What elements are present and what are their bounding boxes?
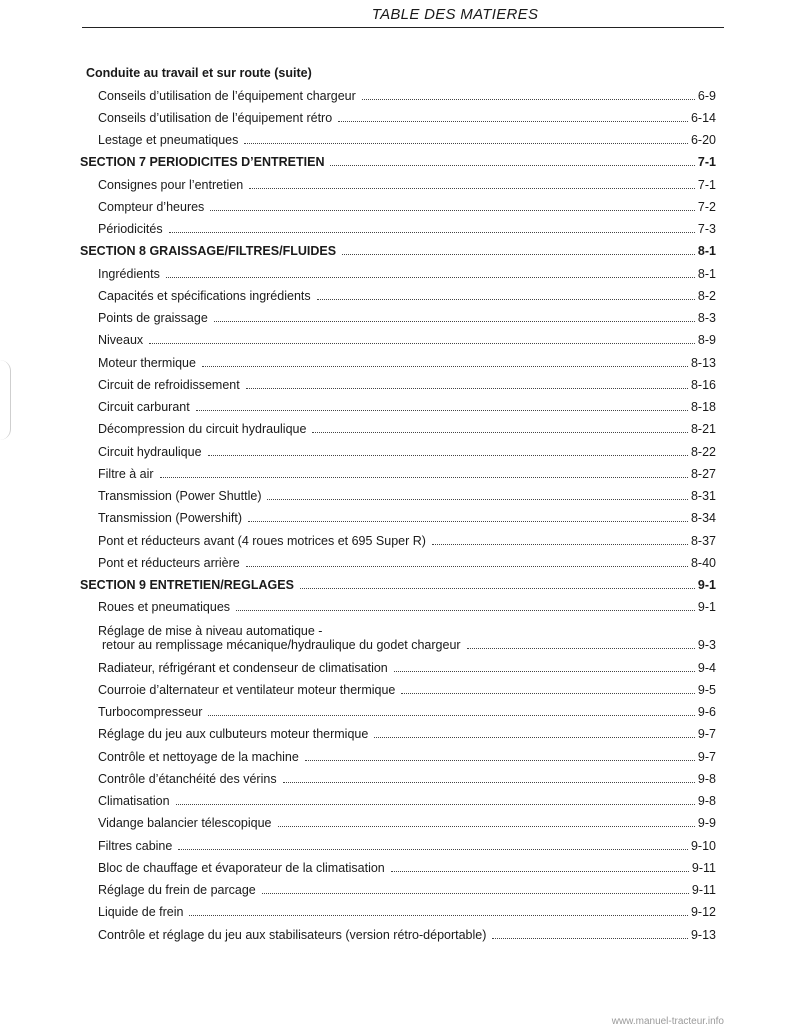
toc-page-number: 8-2 [697, 288, 716, 303]
toc-item-row [80, 169, 716, 191]
toc-entry-label [98, 683, 395, 697]
toc-entry-label-text: Turbocompresseur [98, 705, 203, 719]
toc-entry-label-text: Circuit carburant [98, 400, 190, 414]
toc-entry-label-text: Contrôle et réglage du jeu aux stabilisateurs (version rétro-déportable) [98, 927, 487, 942]
toc-item-row [80, 875, 716, 897]
toc-entry-label-text: Points de graissage [98, 311, 208, 325]
toc-item-row [80, 303, 716, 325]
toc-entry-label-text: Transmission (Power Shuttle) [98, 489, 262, 503]
toc-entry-label [86, 66, 312, 80]
toc-page-number: 9-6 [697, 705, 716, 719]
toc-item-row [80, 414, 716, 436]
toc-entry-label [98, 556, 240, 570]
dot-leader [330, 165, 694, 166]
toc-entry-label [98, 511, 242, 525]
toc-item-row [80, 786, 716, 808]
dot-leader [210, 210, 695, 211]
toc-entry-label [98, 772, 277, 786]
toc-entry-label [98, 333, 143, 347]
toc-entry-label-text: Circuit de refroidissement [98, 377, 240, 392]
toc-entry-label-text: Circuit hydraulique [98, 444, 202, 459]
toc-item-row [80, 764, 716, 786]
toc-entry-label [98, 356, 196, 370]
toc-item-row [80, 347, 716, 369]
toc-page-number: 9-9 [697, 816, 716, 831]
toc-item-row [80, 719, 716, 741]
toc-page-number: 8-1 [697, 266, 716, 281]
dot-leader [362, 99, 695, 100]
toc-page-number: 8-27 [690, 466, 716, 481]
toc-item-row [80, 258, 716, 280]
toc-page-number: 6-20 [690, 133, 716, 147]
toc-entry-label [98, 794, 170, 808]
toc-item-row [80, 897, 716, 919]
dot-leader [244, 143, 688, 144]
toc-page-number: 9-1 [697, 578, 716, 592]
toc-entry-label-text: Périodicités [98, 222, 163, 236]
dot-leader [208, 715, 694, 716]
toc-entry-label-text: Vidange balancier télescopique [98, 816, 272, 831]
toc-item-row [80, 503, 716, 525]
toc-page-number: 8-22 [690, 444, 716, 459]
toc-entry-label [98, 311, 208, 325]
toc-page-number: 8-9 [697, 333, 716, 348]
toc-entry-label-text: Réglage de mise à niveau automatique - [98, 624, 323, 639]
toc-item-row [80, 675, 716, 697]
toc-entry-label-text: Réglage du frein de parcage [98, 883, 256, 897]
dot-leader [178, 849, 688, 850]
dot-leader [432, 544, 688, 545]
toc-entry-label [98, 839, 172, 853]
dot-leader [246, 566, 688, 567]
dot-leader [278, 826, 695, 827]
toc-item-row [80, 370, 716, 392]
toc-entry-label [98, 861, 385, 875]
toc-section-row [80, 147, 716, 169]
toc-entry-label [98, 289, 311, 303]
toc-entry-label-text: Consignes pour l’entretien [98, 177, 244, 192]
toc-item-row [80, 281, 716, 303]
dot-leader [149, 343, 695, 344]
toc-page-number: 8-40 [690, 555, 716, 570]
dot-leader [189, 915, 687, 916]
toc-entry-label [98, 422, 306, 436]
toc-page-number: 6-9 [697, 88, 716, 103]
toc-entry-label-text: Moteur thermique [98, 355, 196, 370]
toc-page-number: 8-21 [690, 422, 716, 437]
toc-entry-label [98, 378, 240, 392]
dot-leader [317, 299, 695, 300]
toc-page-number: 9-7 [697, 749, 716, 764]
dot-leader [202, 366, 688, 367]
toc-entry-label-text: Filtres cabine [98, 838, 173, 853]
toc-item-row [80, 830, 716, 852]
toc-entry-label-text: Contrôle et nettoyage de la machine [98, 749, 299, 764]
toc-entry-label-text: SECTION 9 ENTRETIEN/REGLAGES [80, 578, 294, 592]
toc-item-row [80, 525, 716, 547]
toc-page-number: 7-2 [697, 199, 716, 214]
toc-page-number: 9-8 [697, 771, 716, 786]
toc-item-row [80, 392, 716, 414]
toc-entry-label-text: Conseils d’utilisation de l’équipement rétro [98, 110, 333, 125]
dot-leader [312, 432, 688, 433]
toc-page-number: 9-5 [697, 682, 716, 697]
toc-entry-label [98, 489, 261, 503]
toc-entry-label-text: Lestage et pneumatiques [98, 133, 239, 147]
dot-leader [214, 321, 695, 322]
dot-leader [246, 388, 688, 389]
toc-entry-label [98, 905, 183, 919]
toc-entry-label-text: Pont et réducteurs avant (4 roues motrices et 695 Super R) [98, 533, 426, 548]
toc-section-row [80, 236, 716, 258]
dot-leader [267, 499, 687, 500]
dot-leader [249, 188, 695, 189]
toc-entry-label-text: Transmission (Powershift) [98, 511, 243, 526]
dot-leader [374, 737, 695, 738]
toc-entry-label [98, 445, 202, 459]
toc-entry-label [98, 267, 160, 281]
toc-entry-label-text: Bloc de chauffage et évaporateur de la climatisation [98, 860, 385, 875]
toc-entry-label-text: Compteur d’heures [98, 199, 205, 214]
dot-leader [394, 671, 695, 672]
toc-page-number: 9-8 [697, 794, 716, 808]
toc-item-row [80, 103, 716, 125]
toc-entry-label [98, 133, 238, 147]
toc-page-number: 9-10 [690, 838, 716, 853]
toc-entry-label-text: SECTION 7 PERIODICITES D’ENTRETIEN [80, 155, 325, 170]
toc-entry-label-text: Liquide de frein [98, 905, 184, 920]
toc-entry-label-text: SECTION 8 GRAISSAGE/FILTRES/FLUIDES [80, 244, 337, 259]
toc-entry-label [98, 705, 202, 719]
dot-leader [176, 804, 695, 805]
dot-leader [166, 277, 695, 278]
toc-entry-label-text: Conseils d’utilisation de l’équipement chargeur [98, 88, 356, 103]
toc-entry-label [98, 400, 190, 414]
toc-item-row [80, 548, 716, 570]
toc-entry-label [98, 727, 368, 741]
dot-leader [391, 871, 689, 872]
toc-entry-label-text: Filtre à air [98, 466, 154, 481]
toc-entry-label-text: Conduite au travail et sur route (suite) [86, 66, 312, 81]
toc-item-row [80, 192, 716, 214]
toc-entry-label [98, 816, 272, 830]
toc-entry-label [98, 600, 230, 614]
toc-page-number: 8-16 [690, 377, 716, 392]
toc-entry-label [98, 883, 256, 897]
toc-heading-row [80, 58, 716, 80]
scan-edge-mark [0, 360, 11, 440]
toc-page-number: 8-34 [690, 511, 716, 526]
toc-entry-label [98, 89, 356, 103]
toc-page-number: 9-3 [697, 638, 716, 653]
toc-entry-label [98, 222, 163, 236]
toc-item-row [80, 614, 716, 652]
toc-item-row [80, 652, 716, 674]
dot-leader [196, 410, 688, 411]
toc-item-row [80, 853, 716, 875]
toc-item-row [80, 80, 716, 102]
toc-item-row [80, 459, 716, 481]
dot-leader [248, 521, 688, 522]
toc-entry-label-text: Capacités et spécifications ingrédients [98, 288, 311, 303]
toc-entry-label [98, 624, 461, 652]
dot-leader [160, 477, 688, 478]
toc-entry-label-text: Radiateur, réfrigérant et condenseur de climatisation [98, 660, 388, 675]
dot-leader [262, 893, 689, 894]
toc-entry-label-text: Climatisation [98, 794, 170, 808]
toc-entry-label-text: Roues et pneumatiques [98, 600, 231, 615]
toc-item-row [80, 808, 716, 830]
toc-item-row [80, 481, 716, 503]
toc-entry-label [80, 155, 324, 169]
toc-entry-label [98, 928, 486, 942]
toc-page-number: 7-1 [697, 177, 716, 192]
dot-leader [467, 648, 695, 649]
toc-item-row [80, 741, 716, 763]
toc-page-number: 8-31 [690, 489, 716, 503]
toc-page-number: 7-3 [697, 222, 716, 236]
toc-item-row [80, 125, 716, 147]
toc-page-number: 8-37 [690, 533, 716, 548]
toc-page-number: 8-18 [690, 400, 716, 414]
dot-leader [236, 610, 695, 611]
page-title: TABLE DES MATIERES [371, 6, 539, 23]
toc-entry-label [98, 534, 426, 548]
toc-page-number: 8-3 [697, 311, 716, 325]
dot-leader [342, 254, 695, 255]
toc-page-number: 8-1 [697, 244, 716, 259]
toc-entry-label-text: Décompression du circuit hydraulique [98, 422, 307, 437]
toc-item-row [80, 592, 716, 614]
dot-leader [300, 588, 695, 589]
dot-leader [208, 455, 688, 456]
toc-item-row [80, 919, 716, 941]
dot-leader [305, 760, 695, 761]
toc-section-row [80, 570, 716, 592]
toc-page-number: 9-12 [690, 905, 716, 920]
title-rule [82, 27, 724, 28]
toc-item-row [80, 325, 716, 347]
toc-entry-label-text: Ingrédients [98, 266, 160, 281]
toc-entry-label-text: Niveaux [98, 333, 144, 348]
toc-page-number: 9-11 [691, 883, 716, 897]
toc-page-number: 9-7 [697, 727, 716, 742]
dot-leader [338, 121, 688, 122]
toc-page-number: 9-1 [697, 600, 716, 615]
toc-entry-label-text: Contrôle d’étanchéité des vérins [98, 771, 277, 786]
dot-leader [401, 693, 695, 694]
toc-entry-label [98, 750, 299, 764]
dot-leader [283, 782, 695, 783]
dot-leader [169, 232, 695, 233]
toc-page-number: 9-11 [691, 860, 716, 875]
toc-entry-label [98, 200, 204, 214]
toc-page-number: 9-13 [690, 927, 716, 942]
toc-entry-label [80, 578, 294, 592]
toc-item-row [80, 436, 716, 458]
toc-page-number: 7-1 [697, 155, 716, 170]
toc-entry-label [98, 178, 243, 192]
watermark: www.manuel-tracteur.info [611, 1016, 724, 1027]
toc-entry-label [98, 467, 154, 481]
toc-entry-label-text: Réglage du jeu aux culbuteurs moteur thermique [98, 727, 369, 742]
toc-entry-label-text: Pont et réducteurs arrière [98, 555, 240, 570]
toc-entry-label [98, 111, 332, 125]
dot-leader [492, 938, 688, 939]
toc-entry-label-text: Courroie d’alternateur et ventilateur moteur thermique [98, 682, 396, 697]
toc-page-number: 9-4 [697, 660, 716, 675]
toc-entry-label [98, 661, 388, 675]
toc-page-number: 6-14 [690, 110, 716, 125]
toc-entry-label-continued: retour au remplissage mécanique/hydraulique du godet chargeur [102, 638, 461, 653]
toc-entry-label [80, 244, 336, 258]
toc-item-row [80, 214, 716, 236]
toc-page-number: 8-13 [690, 355, 716, 370]
toc-item-row [80, 697, 716, 719]
table-of-contents [80, 58, 716, 942]
